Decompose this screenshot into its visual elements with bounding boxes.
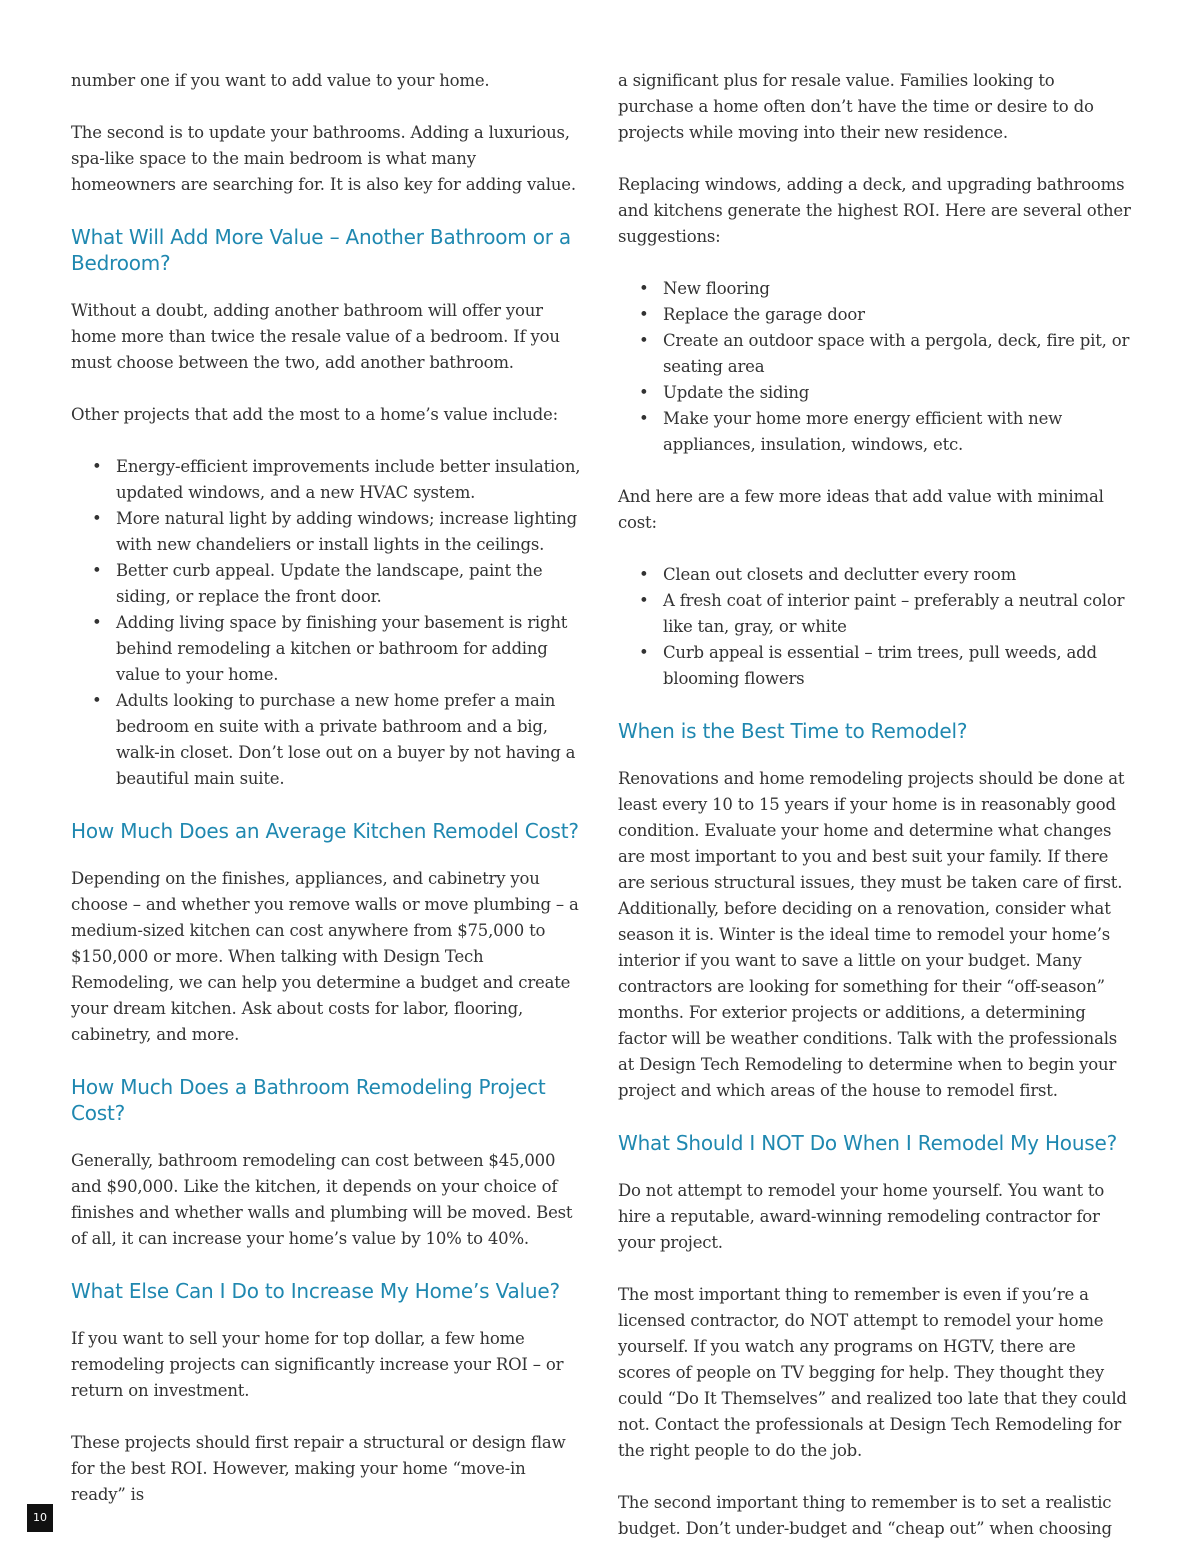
list-item: • Energy-efficient improvements include better insulation, updated windows, and a new HVAC system. xyxy=(116,454,585,506)
section-heading-best-time: When is the Best Time to Remodel? xyxy=(618,719,968,743)
paragraph: If you want to sell your home for top dollar, a few home remodeling projects can significantly increase your ROI – or return on investment. xyxy=(71,1329,564,1400)
list-item: • More natural light by adding windows; increase lighting with new chandeliers or install lights in the ceilings. xyxy=(116,506,585,558)
section-heading-kitchen: How Much Does an Average Kitchen Remodel Cost? xyxy=(71,819,579,843)
page-number: 10 xyxy=(27,1504,53,1532)
list-item: • New flooring xyxy=(663,276,1132,302)
bullet-list xyxy=(618,562,1132,692)
paragraph: Replacing windows, adding a deck, and upgrading bathrooms and kitchens generate the highest ROI. Here are several other suggestions: xyxy=(618,175,1131,246)
paragraph: Depending on the finishes, appliances, and cabinetry you choose – and whether you remove walls or move plumbing – a medium-sized kitchen can cost anywhere from $75,000 to $150,000 or more. When talking with Design Tech Remodeling, we can help you determine a budget and create your dream kitchen. Ask about costs for labor, flooring, cabinetry, and more. xyxy=(71,869,579,1044)
section-heading-value: What Will Add More Value – Another Bathroom or a Bedroom? xyxy=(71,225,571,275)
paragraph: These projects should first repair a structural or design flaw for the best ROI. However, making your home “move-in ready” is xyxy=(71,1433,566,1504)
list-item: • Better curb appeal. Update the landscape, paint the siding, or replace the front door. xyxy=(116,558,585,610)
right-column xyxy=(618,68,1132,1568)
bullet-list xyxy=(71,454,585,792)
paragraph: Generally, bathroom remodeling can cost between $45,000 and $90,000. Like the kitchen, it depends on your choice of finishes and whether walls and plumbing will be moved. Best of all, it can increase your home’s value by 10% to 40%. xyxy=(71,1151,573,1248)
paragraph: Renovations and home remodeling projects should be done at least every 10 to 15 years if your home is in reasonably good condition. Evaluate your home and determine what changes are most important to you and best suit your family. If there are serious structural issues, they must be taken care of first. xyxy=(618,769,1125,892)
list-item: • Clean out closets and declutter every room xyxy=(663,562,1132,588)
paragraph: The second is to update your bathrooms. Adding a luxurious, spa-like space to the main bedroom is what many homeowners are searching for. It is also key for adding value. xyxy=(71,123,576,194)
paragraph: Do not attempt to remodel your home yourself. You want to hire a reputable, award-winning remodeling contractor for your project. xyxy=(618,1181,1105,1252)
list-item: • Curb appeal is essential – trim trees, pull weeds, add blooming flowers xyxy=(663,640,1132,692)
paragraph: a significant plus for resale value. Families looking to purchase a home often don’t have the time or desire to do projects while moving into their new residence. xyxy=(618,71,1094,142)
list-item: • Make your home more energy efficient with new appliances, insulation, windows, etc. xyxy=(663,406,1132,458)
paragraph: number one if you want to add value to your home. xyxy=(71,71,490,90)
list-item: • Replace the garage door xyxy=(663,302,1132,328)
list-item: • Adults looking to purchase a new home prefer a main bedroom en suite with a private bathroom and a big, walk-in closet. Don’t lose out on a buyer by not having a beautiful main suite. xyxy=(116,688,585,792)
paragraph: And here are a few more ideas that add value with minimal cost: xyxy=(618,487,1104,532)
section-heading-increase-value: What Else Can I Do to Increase My Home’s Value? xyxy=(71,1279,560,1303)
list-item: • A fresh coat of interior paint – preferably a neutral color like tan, gray, or white xyxy=(663,588,1132,640)
list-item: • Update the siding xyxy=(663,380,1132,406)
paragraph: The most important thing to remember is even if you’re a licensed contractor, do NOT attempt to remodel your home yourself. If you watch any programs on HGTV, there are scores of people on TV begging for help. They thought they could “Do It Themselves” and realized too late that they could not. Contact the professionals at Design Tech Remodeling for the right people to do the job. xyxy=(618,1285,1127,1460)
left-column xyxy=(71,68,585,1534)
list-item: • Create an outdoor space with a pergola, deck, fire pit, or seating area xyxy=(663,328,1132,380)
bullet-list xyxy=(618,276,1132,458)
paragraph: The second important thing to remember is to set a realistic budget. Don’t under-budget and “cheap out” when choosing xyxy=(618,1493,1112,1538)
list-item: • Adding living space by finishing your basement is right behind remodeling a kitchen or bathroom for adding value to your home. xyxy=(116,610,585,688)
paragraph: Without a doubt, adding another bathroom will offer your home more than twice the resale value of a bedroom. If you must choose between the two, add another bathroom. xyxy=(71,301,560,372)
paragraph: Other projects that add the most to a home’s value include: xyxy=(71,405,558,424)
section-heading-what-not-to-do: What Should I NOT Do When I Remodel My House? xyxy=(618,1131,1118,1155)
paragraph: Additionally, before deciding on a renovation, consider what season it is. Winter is the ideal time to remodel your home’s interior if you want to save a little on your budget. Many contractors are looking for something for their “off-season” months. For exterior projects or additions, a determining factor will be weather conditions. Talk with the professionals at Design Tech Remodeling to determine when to begin your project and which areas of the house to remodel first. xyxy=(618,899,1118,1100)
section-heading-bathroom: How Much Does a Bathroom Remodeling Project Cost? xyxy=(71,1075,546,1125)
